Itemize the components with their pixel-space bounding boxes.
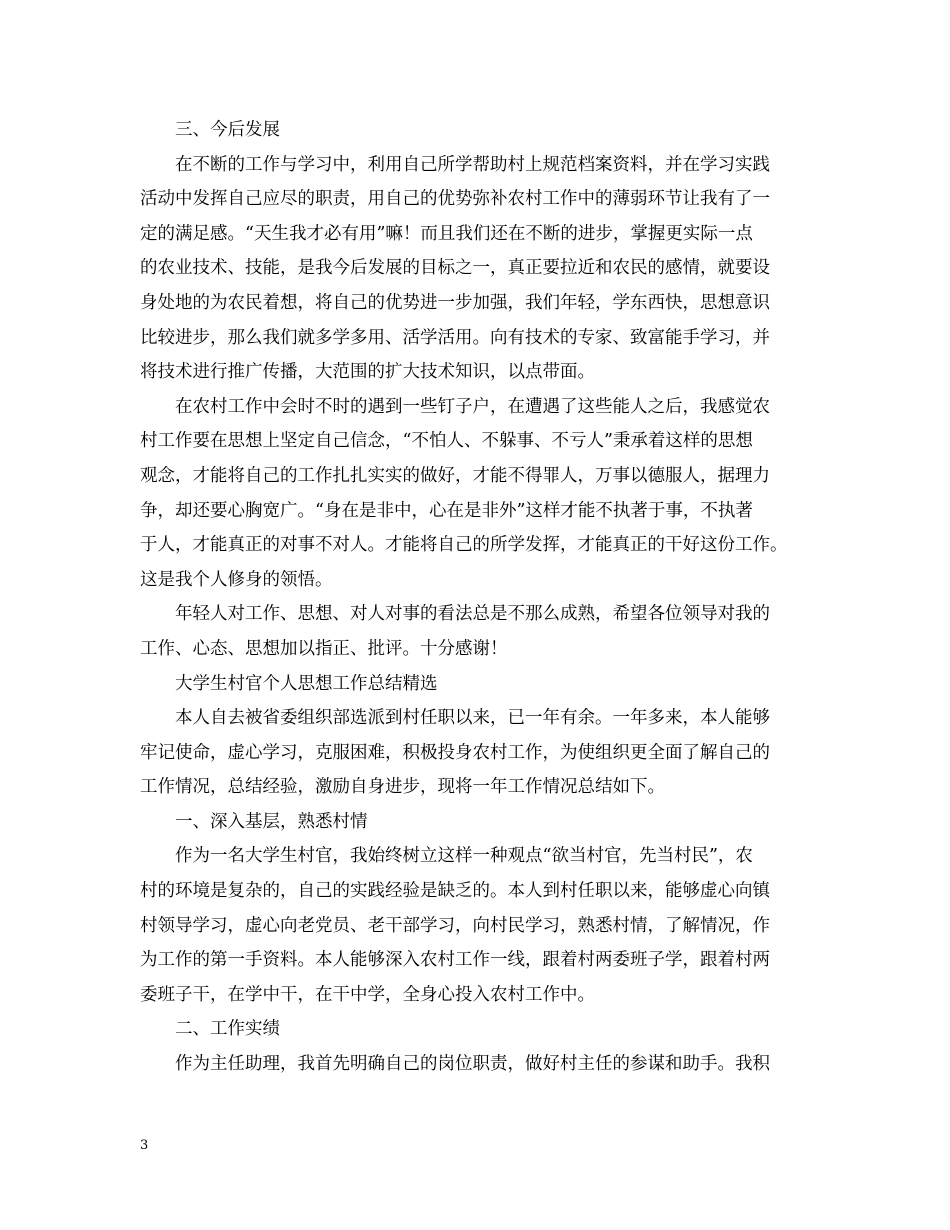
paragraph [140,597,818,666]
text-line: 在农村工作中会时不时的遇到一些钉子户，在遭遇了这些能人之后，我感觉农 [175,396,770,417]
text-line: 为工作的第一手资料。本人能够深入农村工作一线，跟着村两委班子学，跟着村两 [140,950,770,971]
text-line: 的农业技术、技能，是我今后发展的目标之一，真正要拉近和农民的感情，就要设 [140,258,770,279]
paragraph [140,1047,818,1082]
document-body [140,113,818,1082]
text-line: 于人，才能真正的对事不对人。才能将自己的所学发挥，才能真正的干好这份工作。 [140,535,788,556]
text-line: 作为一名大学生村官，我始终树立这样一种观点“欲当村官，先当村民”，农 [175,846,753,867]
text-line: 身处地的为农民着想，将自己的优势进一步加强，我们年轻，学东西快，思想意识 [140,292,770,313]
paragraph [140,390,818,598]
text-line: 工作情况，总结经验，激励自身进步，现将一年工作情况总结如下。 [140,777,665,798]
text-line: 将技术进行推广传播，大范围的扩大技术知识，以点带面。 [140,362,595,383]
paragraph [140,113,818,148]
paragraph [140,1012,818,1047]
text-line: 活动中发挥自己应尽的职责，用自己的优势弥补农村工作中的薄弱环节让我有了一 [140,189,770,210]
text-line: 在不断的工作与学习中，利用自己所学帮助村上规范档案资料，并在学习实践 [175,154,770,175]
text-line: 作为主任助理，我首先明确自己的岗位职责，做好村主任的参谋和助手。我积 [175,1054,770,1075]
text-line: 三、今后发展 [175,120,280,140]
paragraph [140,805,818,840]
text-line: 村工作要在思想上坚定自己信念，“不怕人、不躲事、不亏人”秉承着这样的思想 [140,431,753,452]
paragraph [140,148,818,390]
text-line: 这是我个人修身的领悟。 [140,569,333,590]
text-line: 牢记使命，虚心学习，克服困难，积极投身农村工作，为使组织更全面了解自己的 [140,742,770,763]
text-line: 村领导学习，虚心向老党员、老干部学习，向村民学习，熟悉村情，了解情况，作 [140,915,770,936]
text-line: 年轻人对工作、思想、对人对事的看法总是不那么成熟，希望各位领导对我的 [175,604,770,625]
text-line: 大学生村官个人思想工作总结精选 [175,673,438,694]
text-line: 委班子干，在学中干，在干中学，全身心投入农村工作中。 [140,984,595,1005]
paragraph [140,667,818,702]
text-line: 观念，才能将自己的工作扎扎实实的做好，才能不得罪人，万事以德服人，据理力 [140,465,770,486]
text-line: 争，却还要心胸宽广。“身在是非中，心在是非外”这样才能不执著于事，不执著 [140,500,753,521]
text-line: 村的环境是复杂的，自己的实践经验是缺乏的。本人到村任职以来，能够虚心向镇 [140,881,770,902]
page-number: 3 [140,1138,149,1153]
text-line: 定的满足感。“天生我才必有用”嘛！而且我们还在不断的进步，掌握更实际一点 [140,223,753,244]
paragraph [140,839,818,1012]
text-line: 比较进步，那么我们就多学多用、活学活用。向有技术的专家、致富能手学习，并 [140,327,770,348]
text-line: 工作、心态、思想加以指正、批评。十分感谢！ [140,638,508,659]
paragraph [140,701,818,805]
text-line: 二、工作实绩 [175,1019,280,1040]
text-line: 一、深入基层，熟悉村情 [175,811,368,832]
text-line: 本人自去被省委组织部选派到村任职以来，已一年有余。一年多来，本人能够 [175,708,770,729]
